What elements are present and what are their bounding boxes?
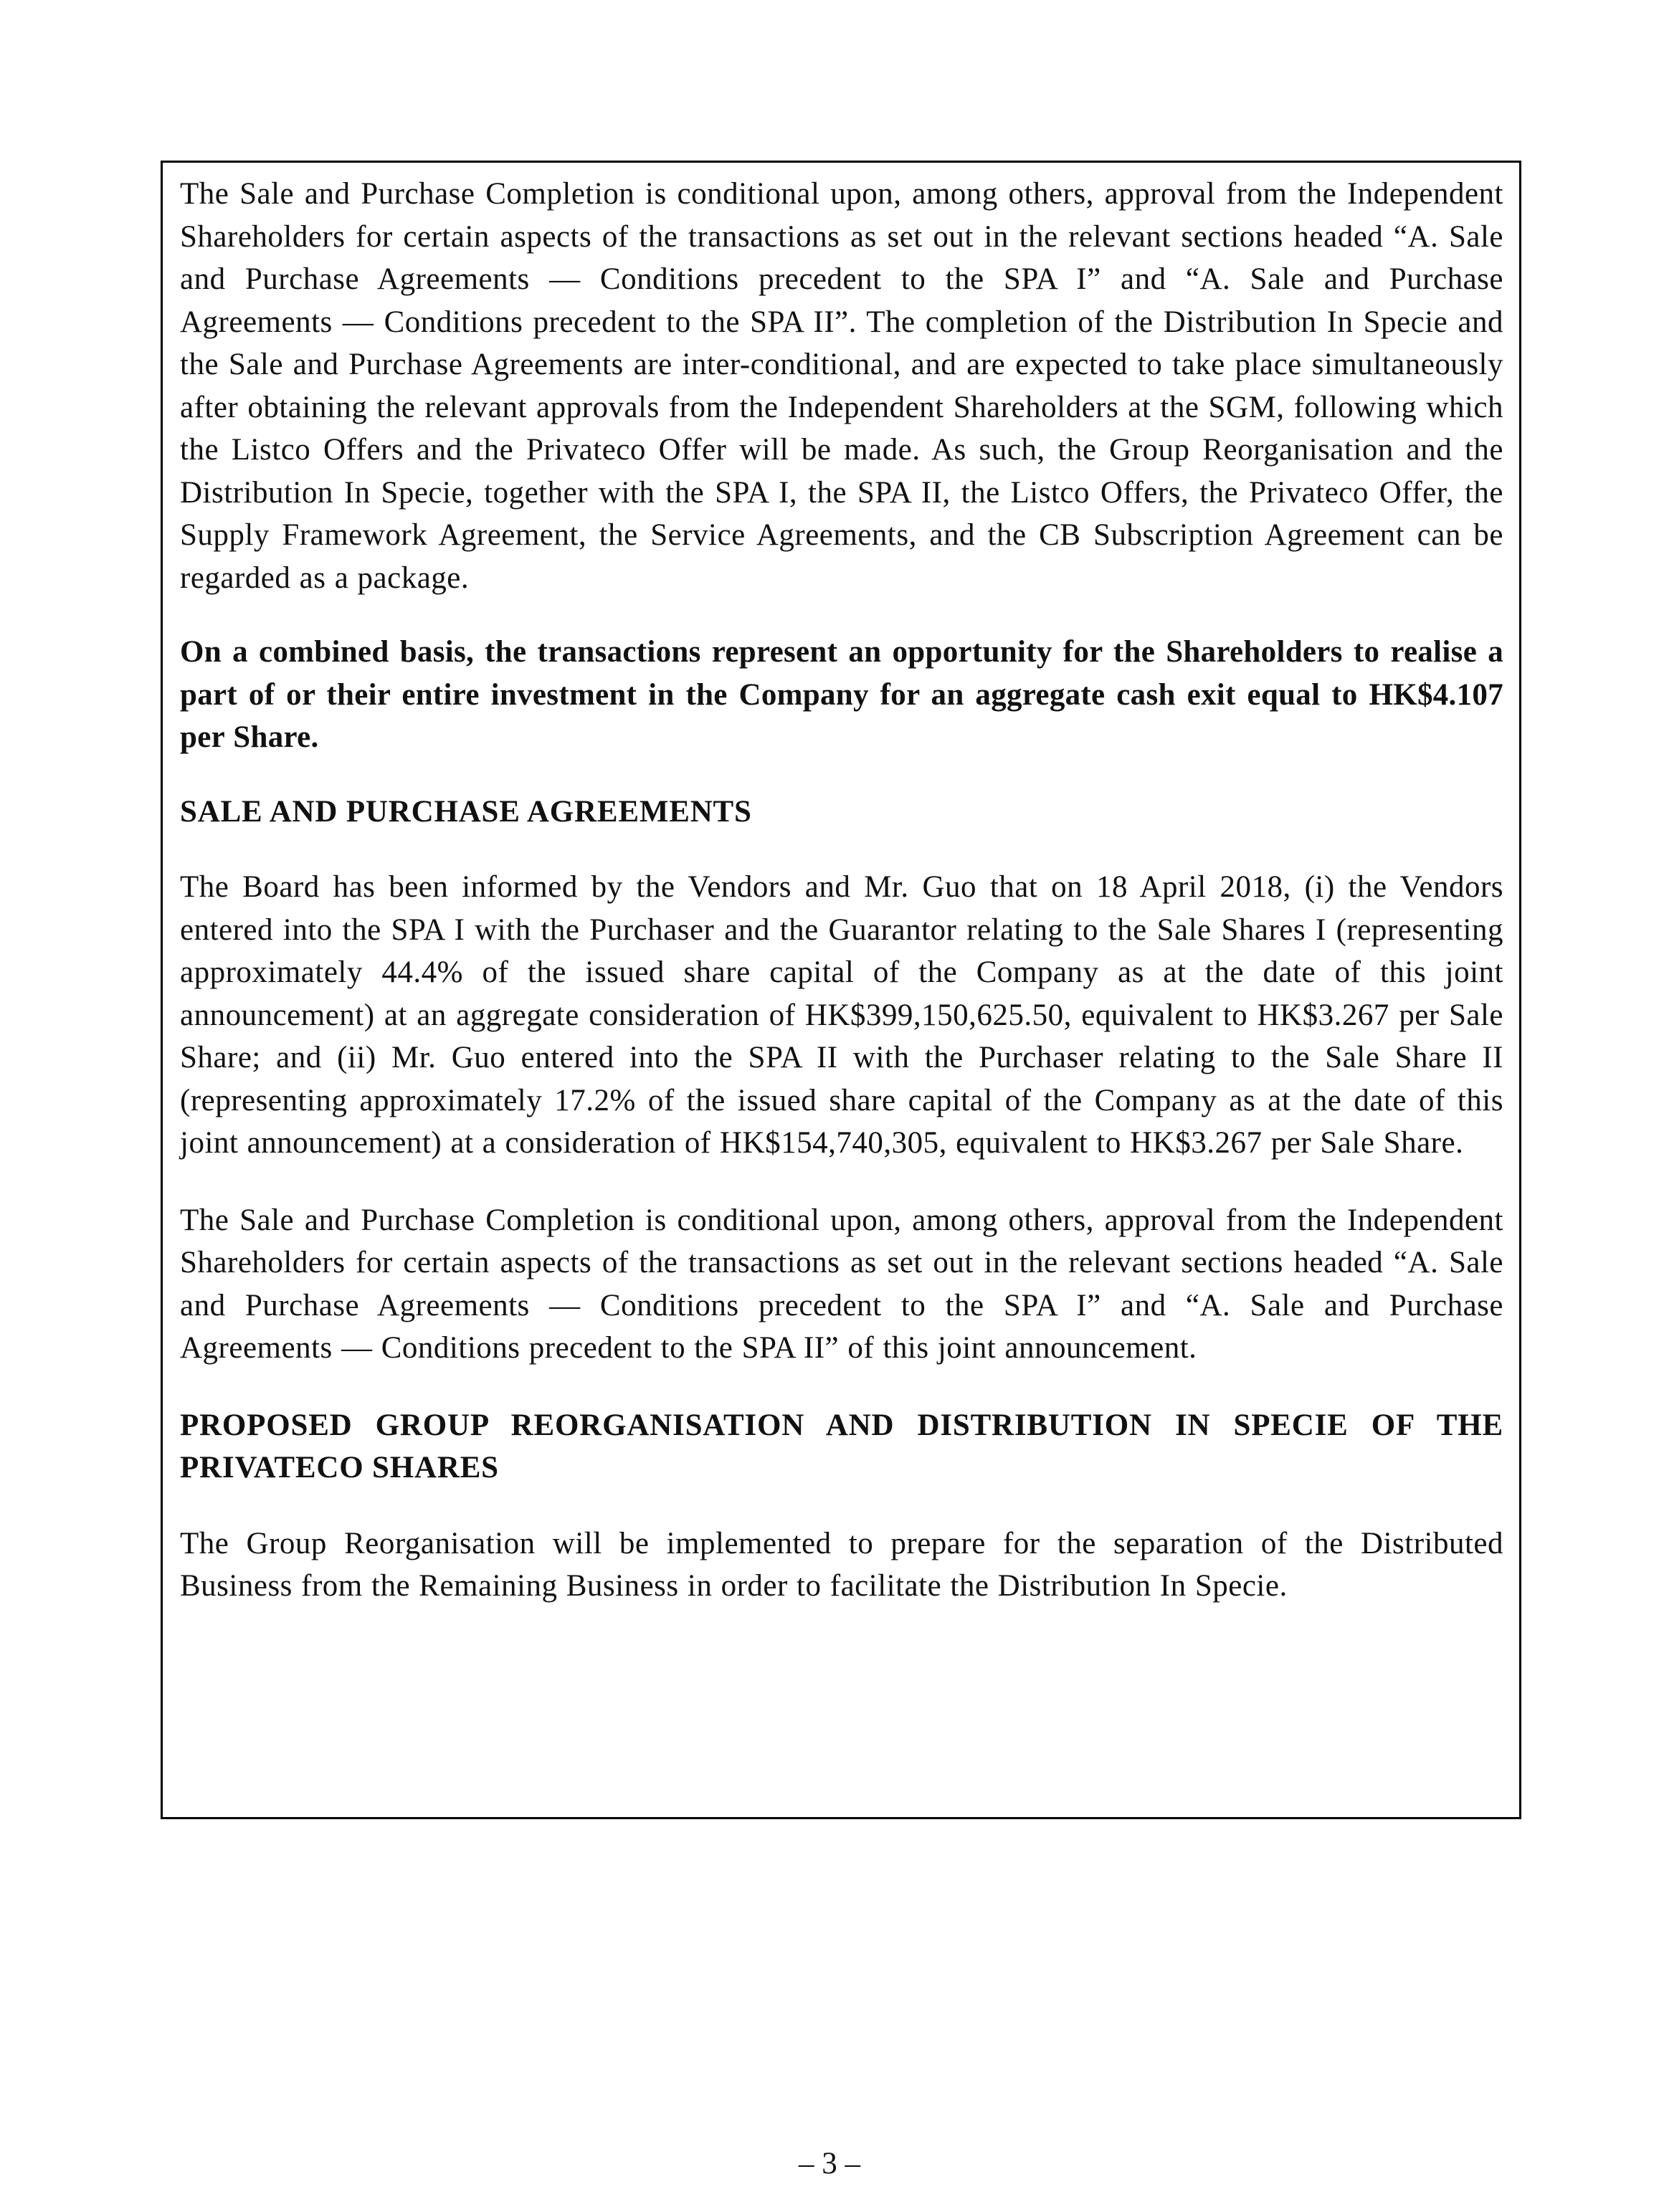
paragraph-board-informed: The Board has been informed by the Vendors and Mr. Guo that on 18 April 2018, (i) the Vendors entered into the SPA I with the Purchaser and the Guarantor relating to the Sale Shares I (representing approximately 44.4% of the issued share capital of the Company as at the date of this joint announcement) at an aggregate consideration of HK$399,150,625.50, equivalent to HK$3.267 per Sale Share; and (ii) Mr. Guo entered into the SPA II with the Purchaser relating to the Sale Share II (representing approximately 17.2% of the issued share capital of the Company as at the date of this joint announcement) at a consideration of HK$154,740,305, equivalent to HK$3.267 per Sale Share. [180, 870, 1503, 1160]
heading-group-reorganisation: PROPOSED GROUP REORGANISATION AND DISTRIBUTION IN SPECIE OF THE PRIVATECO SHARES [180, 1408, 1503, 1484]
paragraph-completion-conditions-2: The Sale and Purchase Completion is conditional upon, among others, approval from the Independent Shareholders for certain aspects of the transactions as set out in the relevant sections headed “A. Sale and Purchase Agreements — Conditions precedent to the SPA I” and “A. Sale and Purchase Agreements — Conditions precedent to the SPA II” of this joint announcement. [180, 1203, 1503, 1365]
content-box [161, 161, 1521, 1819]
paragraph-combined-basis: On a combined basis, the transactions represent an opportunity for the Shareholders to realise a part of or their entire investment in the Company for an aggregate cash exit equal to HK$4.107 per Share. [180, 635, 1503, 754]
paragraph-completion-conditions: The Sale and Purchase Completion is conditional upon, among others, approval from the Independent Shareholders for certain aspects of the transactions as set out in the relevant sections headed “A. Sale and Purchase Agreements — Conditions precedent to the SPA I” and “A. Sale and Purchase Agreements — Conditions precedent to the SPA II”. The completion of the Distribution In Specie and the Sale and Purchase Agreements are inter-conditional, and are expected to take place simultaneously after obtaining the relevant approvals from the Independent Shareholders at the SGM, following which the Listco Offers and the Privateco Offer will be made. As such, the Group Reorganisation and the Distribution In Specie, together with the SPA I, the SPA II, the Listco Offers, the Privateco Offer, the Supply Framework Agreement, the Service Agreements, and the CB Subscription Agreement can be regarded as a package. [180, 177, 1503, 595]
paragraph-group-reorganisation: The Group Reorganisation will be implemented to prepare for the separation of the Distributed Business from the Remaining Business in order to facilitate the Distribution In Specie. [180, 1526, 1503, 1603]
heading-sale-purchase-agreements: SALE AND PURCHASE AGREEMENTS [180, 794, 752, 829]
page-number: – 3 – [799, 2147, 860, 2180]
